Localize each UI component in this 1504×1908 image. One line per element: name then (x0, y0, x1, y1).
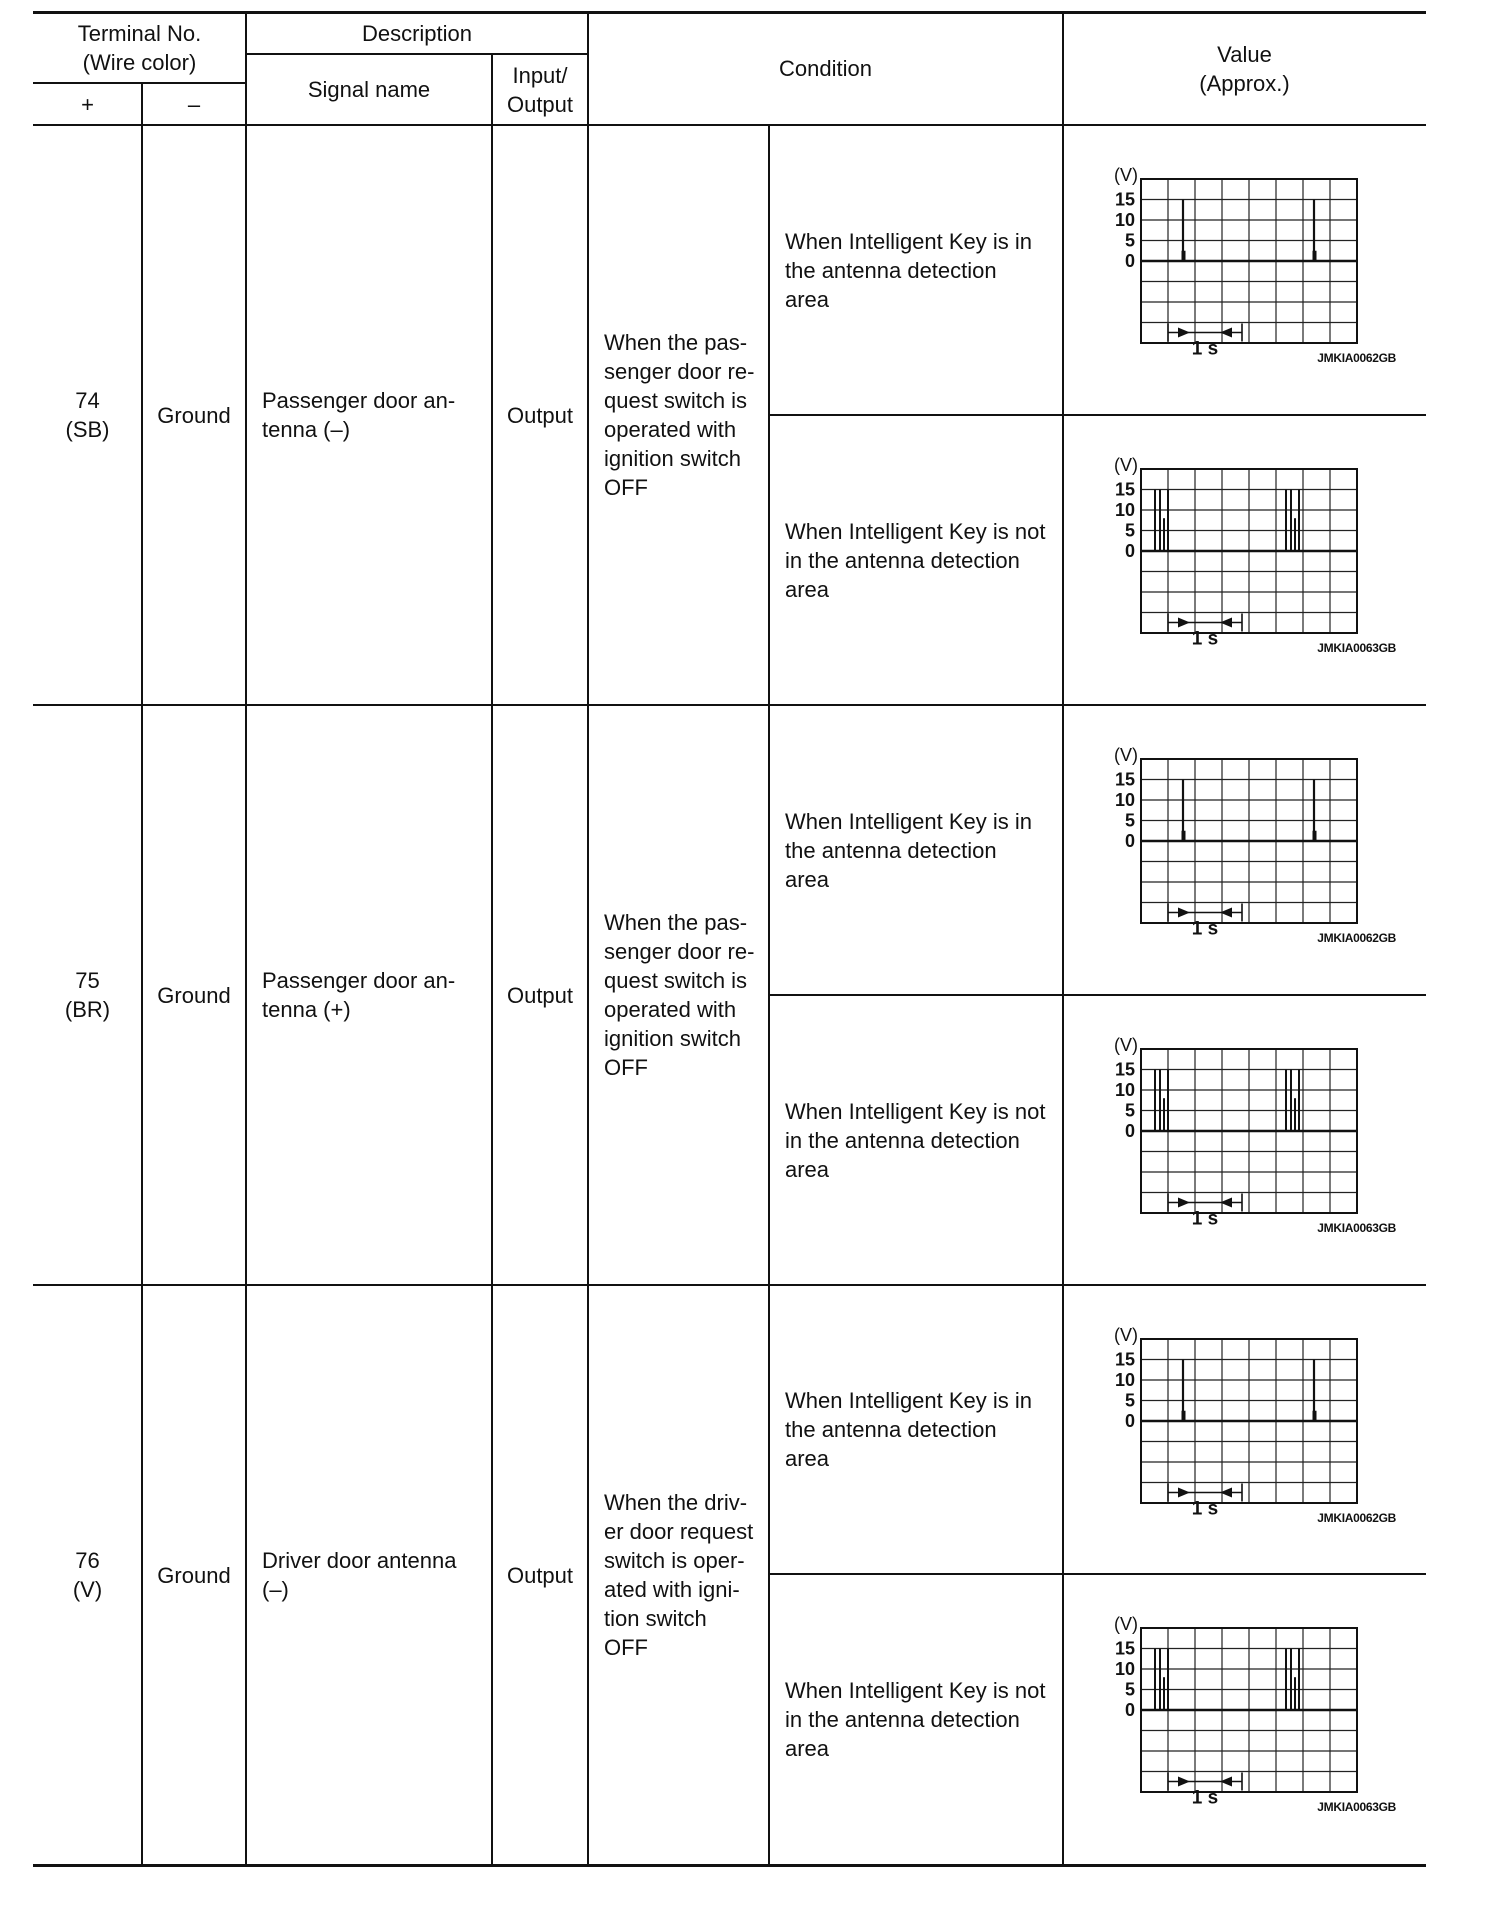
y-tick-label: 10 (1114, 1080, 1135, 1100)
sub-row-rule (769, 414, 1426, 416)
y-tick-label: 10 (1114, 500, 1135, 520)
waveform-diagram (1063, 705, 1426, 994)
header-value-text: Value (Approx.) (1199, 41, 1290, 96)
key-state (769, 1574, 1063, 1865)
header-plus-text: + (81, 91, 94, 117)
waveform-diagram (1063, 995, 1426, 1284)
header-description (246, 12, 588, 54)
operating-condition (588, 125, 769, 705)
ground-terminal (142, 1285, 246, 1865)
operating-condition (588, 705, 769, 1285)
time-span-label: 1 s (1191, 1498, 1219, 1520)
input-output (492, 705, 588, 1285)
y-axis-unit-label: (V) (1114, 455, 1138, 475)
y-axis-unit-label: (V) (1114, 745, 1138, 765)
header-plus (33, 83, 142, 125)
y-tick-label: 10 (1114, 790, 1135, 810)
ground-terminal-text: Ground (157, 402, 231, 428)
signal-name-text: Passenger door an- tenna (+) (262, 968, 456, 1022)
time-marker-arrow (1178, 328, 1190, 338)
header-minus (142, 83, 246, 125)
time-span-label: 1 s (1191, 1208, 1219, 1230)
header-condition (588, 12, 1063, 125)
y-tick-label: 0 (1124, 1411, 1135, 1431)
y-tick-label: 10 (1114, 1370, 1135, 1390)
header-minus-text: – (187, 91, 201, 117)
header-description-text: Description (361, 20, 473, 46)
row-rule (33, 1864, 1426, 1867)
terminal-number (33, 125, 142, 705)
y-tick-label: 5 (1124, 1679, 1135, 1700)
waveform-diagram (1063, 415, 1426, 704)
key-state (769, 995, 1063, 1285)
y-tick-label: 5 (1124, 1100, 1135, 1121)
y-tick-label: 5 (1124, 230, 1135, 251)
y-tick-label: 15 (1114, 479, 1135, 500)
y-axis-unit-label: (V) (1114, 1614, 1138, 1634)
header-value (1063, 12, 1426, 125)
header-terminal-no (33, 12, 246, 83)
y-tick-label: 15 (1114, 769, 1135, 790)
header-input-output (492, 54, 588, 125)
time-span-label: 1 s (1191, 628, 1219, 650)
y-tick-label: 0 (1124, 831, 1135, 851)
ground-terminal (142, 125, 246, 705)
figure-code: JMKIA0062GB (1317, 1511, 1396, 1525)
time-marker-arrow (1178, 1488, 1190, 1498)
waveform-svg (1063, 705, 1426, 994)
waveform-diagram (1063, 1285, 1426, 1574)
y-tick-label: 15 (1114, 1059, 1135, 1080)
input-output (492, 125, 588, 705)
terminal-number-text: 76 (V) (72, 1548, 103, 1602)
ground-terminal (142, 705, 246, 1285)
time-span-label: 1 s (1191, 338, 1219, 360)
header-condition-text: Condition (779, 56, 872, 81)
header-signal-name-text: Signal name (307, 77, 431, 102)
figure-code: JMKIA0062GB (1317, 351, 1396, 365)
input-output-text: Output (506, 1562, 574, 1588)
signal-pulse-base (1182, 831, 1186, 841)
time-marker-arrow (1178, 618, 1190, 628)
y-axis-unit-label: (V) (1114, 1035, 1138, 1055)
key-state (769, 705, 1063, 995)
signal-name (246, 125, 492, 705)
ground-terminal-text: Ground (157, 982, 231, 1008)
signal-name-text: Driver door antenna (–) (262, 1548, 457, 1602)
waveform-svg (1063, 1574, 1426, 1863)
terminal-number-text: 74 (SB) (65, 388, 110, 442)
header-input-output-text: Input/ Output (506, 62, 574, 117)
table-top-rule (33, 11, 1426, 14)
figure-code: JMKIA0063GB (1317, 641, 1396, 655)
y-tick-label: 5 (1124, 520, 1135, 541)
time-span-label: 1 s (1191, 918, 1219, 940)
input-output (492, 1285, 588, 1865)
figure-code: JMKIA0063GB (1317, 1221, 1396, 1235)
sub-row-rule (769, 1573, 1426, 1575)
y-tick-label: 5 (1124, 1390, 1135, 1411)
y-tick-label: 10 (1114, 210, 1135, 230)
signal-name (246, 705, 492, 1285)
key-state-text: When Intelligent Key is not in the antenna detection area (785, 1678, 1046, 1761)
y-tick-label: 0 (1124, 541, 1135, 561)
header-terminal-no-text: Terminal No. (Wire color) (77, 20, 202, 75)
key-state-text: When Intelligent Key is in the antenna detection area (785, 228, 1033, 312)
signal-pulse-base (1182, 251, 1186, 261)
time-span-label: 1 s (1191, 1787, 1219, 1809)
waveform-diagram (1063, 125, 1426, 414)
operating-condition-text: When the pas- senger door re- quest switch is operated with ignition switch OFF (604, 330, 755, 500)
time-marker-arrow (1178, 908, 1190, 918)
signal-pulse-base (1313, 831, 1317, 841)
y-tick-label: 15 (1114, 1638, 1135, 1659)
terminal-number-text: 75 (BR) (64, 968, 111, 1022)
figure-code: JMKIA0062GB (1317, 931, 1396, 945)
signal-pulse-base (1182, 1411, 1186, 1421)
y-tick-label: 0 (1124, 251, 1135, 271)
y-tick-label: 10 (1114, 1659, 1135, 1679)
waveform-svg (1063, 1285, 1426, 1574)
y-axis-unit-label: (V) (1114, 1325, 1138, 1345)
operating-condition-text: When the driv- er door request switch is oper- ated with igni- tion switch OFF (604, 1490, 754, 1660)
y-axis-unit-label: (V) (1114, 165, 1138, 185)
y-tick-label: 0 (1124, 1700, 1135, 1720)
waveform-svg (1063, 125, 1426, 414)
signal-pulse-base (1313, 251, 1317, 261)
header-signal-name (246, 54, 492, 125)
header-terminal-rule (33, 82, 246, 84)
header-description-rule (246, 53, 588, 55)
sub-row-rule (769, 994, 1426, 996)
input-output-text: Output (506, 402, 574, 428)
y-tick-label: 0 (1124, 1121, 1135, 1141)
input-output-text: Output (506, 982, 574, 1008)
figure-code: JMKIA0063GB (1317, 1800, 1396, 1814)
key-state (769, 125, 1063, 415)
operating-condition-text: When the pas- senger door re- quest switch is operated with ignition switch OFF (604, 910, 755, 1080)
y-tick-label: 5 (1124, 810, 1135, 831)
terminal-number (33, 1285, 142, 1865)
key-state-text: When Intelligent Key is in the antenna detection area (785, 808, 1033, 892)
waveform-diagram (1063, 1574, 1426, 1863)
ground-terminal-text: Ground (157, 1562, 231, 1588)
key-state-text: When Intelligent Key is in the antenna detection area (785, 1388, 1033, 1471)
signal-pulse-base (1313, 1411, 1317, 1421)
time-marker-arrow (1178, 1198, 1190, 1208)
y-tick-label: 15 (1114, 1349, 1135, 1370)
signal-name (246, 1285, 492, 1865)
key-state-text: When Intelligent Key is not in the antenna detection area (785, 1098, 1046, 1182)
waveform-svg (1063, 995, 1426, 1284)
signal-name-text: Passenger door an- tenna (–) (262, 388, 456, 442)
key-state-text: When Intelligent Key is not in the antenna detection area (785, 518, 1046, 602)
y-tick-label: 15 (1114, 189, 1135, 210)
waveform-svg (1063, 415, 1426, 704)
terminal-number (33, 705, 142, 1285)
key-state (769, 1285, 1063, 1574)
operating-condition (588, 1285, 769, 1865)
time-marker-arrow (1178, 1777, 1190, 1787)
key-state (769, 415, 1063, 705)
